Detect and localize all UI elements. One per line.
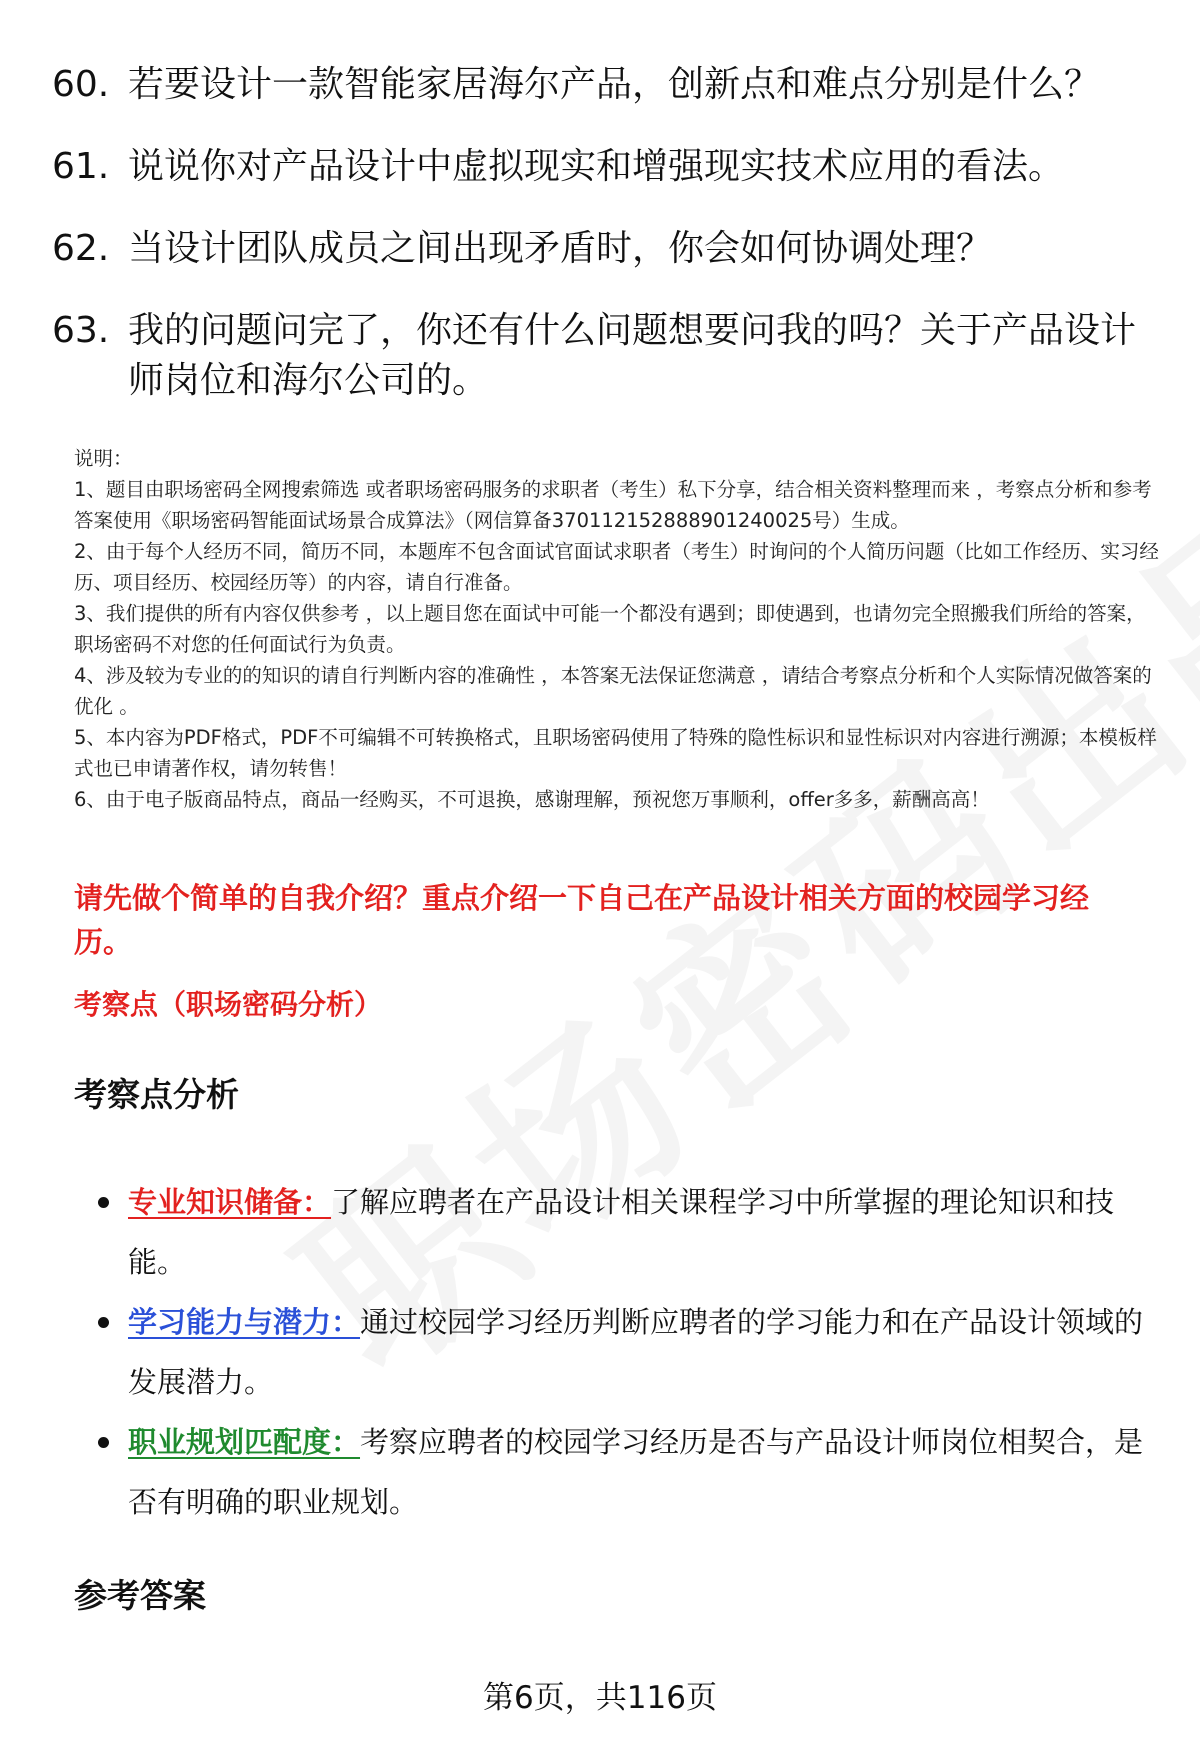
note-item: 5、本内容为PDF格式，PDF不可编辑不可转换格式，且职场密码使用了特殊的隐性标识和显性标识对内容进行溯源；本模板样式也已申请著作权，请勿转售！ [74, 726, 1157, 780]
question-list [52, 60, 1162, 438]
notes-block [74, 443, 1160, 815]
question-item [52, 224, 1162, 274]
question-text: 若要设计一款智能家居海尔产品，创新点和难点分别是什么？ [128, 64, 1101, 105]
question-text: 我的问题问完了，你还有什么问题想要问我的吗？关于产品设计师岗位和海尔公司的。 [128, 310, 1137, 401]
analysis-point [74, 1292, 1160, 1412]
point-key: 职业规划匹配度： [128, 1425, 361, 1459]
bullet-icon [98, 1437, 109, 1448]
question-number: 60. [52, 64, 110, 105]
question-item [52, 142, 1162, 192]
question-item [52, 306, 1162, 406]
analysis-label: 考察点（职场密码分析） [74, 988, 383, 1021]
page-number: 第6页，共116页 [483, 1680, 717, 1716]
analysis-points [74, 1172, 1160, 1532]
note-item: 1、题目由职场密码全网搜索筛选 或者职场密码服务的求职者（考生）私下分享，结合相关资料整理而来 ，考察点分析和参考答案使用《职场密码智能面试场景合成算法》（网信算备370112152888901240025号）生成。 [74, 478, 1152, 532]
question-text: 当设计团队成员之间出现矛盾时，你会如何协调处理？ [128, 228, 993, 269]
point-text: 考察应聘者的校园学习经历是否与产品设计师岗位相契合，是否有明确的职业规划。 [128, 1425, 1144, 1519]
note-item: 3、我们提供的所有内容仅供参考 ，以上题目您在面试中可能一个都没有遇到；即使遇到，也请勿完全照搬我们所给的答案，职场密码不对您的任何面试行为负责。 [74, 602, 1146, 656]
point-text: 通过校园学习经历判断应聘者的学习能力和在产品设计领域的发展潜力。 [128, 1305, 1144, 1399]
bullet-icon [98, 1317, 109, 1328]
page-footer [0, 1676, 1200, 1720]
question-number: 63. [52, 310, 110, 351]
bullet-icon [98, 1197, 109, 1208]
note-item: 2、由于每个人经历不同，简历不同，本题库不包含面试官面试求职者（考生）时询问的个人简历问题（比如工作经历、实习经历、项目经历、校园经历等）的内容，请自行准备。 [74, 540, 1159, 594]
point-key: 学习能力与潜力： [128, 1305, 361, 1339]
question-item [52, 60, 1162, 110]
analysis-point [74, 1412, 1160, 1532]
question-text: 说说你对产品设计中虚拟现实和增强现实技术应用的看法。 [128, 146, 1065, 187]
interview-question: 请先做个简单的自我介绍？重点介绍一下自己在产品设计相关方面的校园学习经历。 [74, 881, 1090, 959]
answer-heading: 参考答案 [74, 1576, 206, 1615]
notes-title: 说明： [74, 447, 133, 470]
point-text: 了解应聘者在产品设计相关课程学习中所掌握的理论知识和技能。 [128, 1185, 1115, 1279]
note-item: 4、涉及较为专业的的知识的请自行判断内容的准确性 ，本答案无法保证您满意 ，请结合考察点分析和个人实际情况做答案的优化 。 [74, 664, 1152, 718]
analysis-heading: 考察点分析 [74, 1075, 239, 1114]
question-number: 62. [52, 228, 110, 269]
point-key: 专业知识储备： [128, 1185, 332, 1219]
analysis-point [74, 1172, 1160, 1292]
question-number: 61. [52, 146, 110, 187]
note-item: 6、由于电子版商品特点，商品一经购买，不可退换，感谢理解，预祝您万事顺利，offer多多，薪酬高高！ [74, 788, 990, 811]
